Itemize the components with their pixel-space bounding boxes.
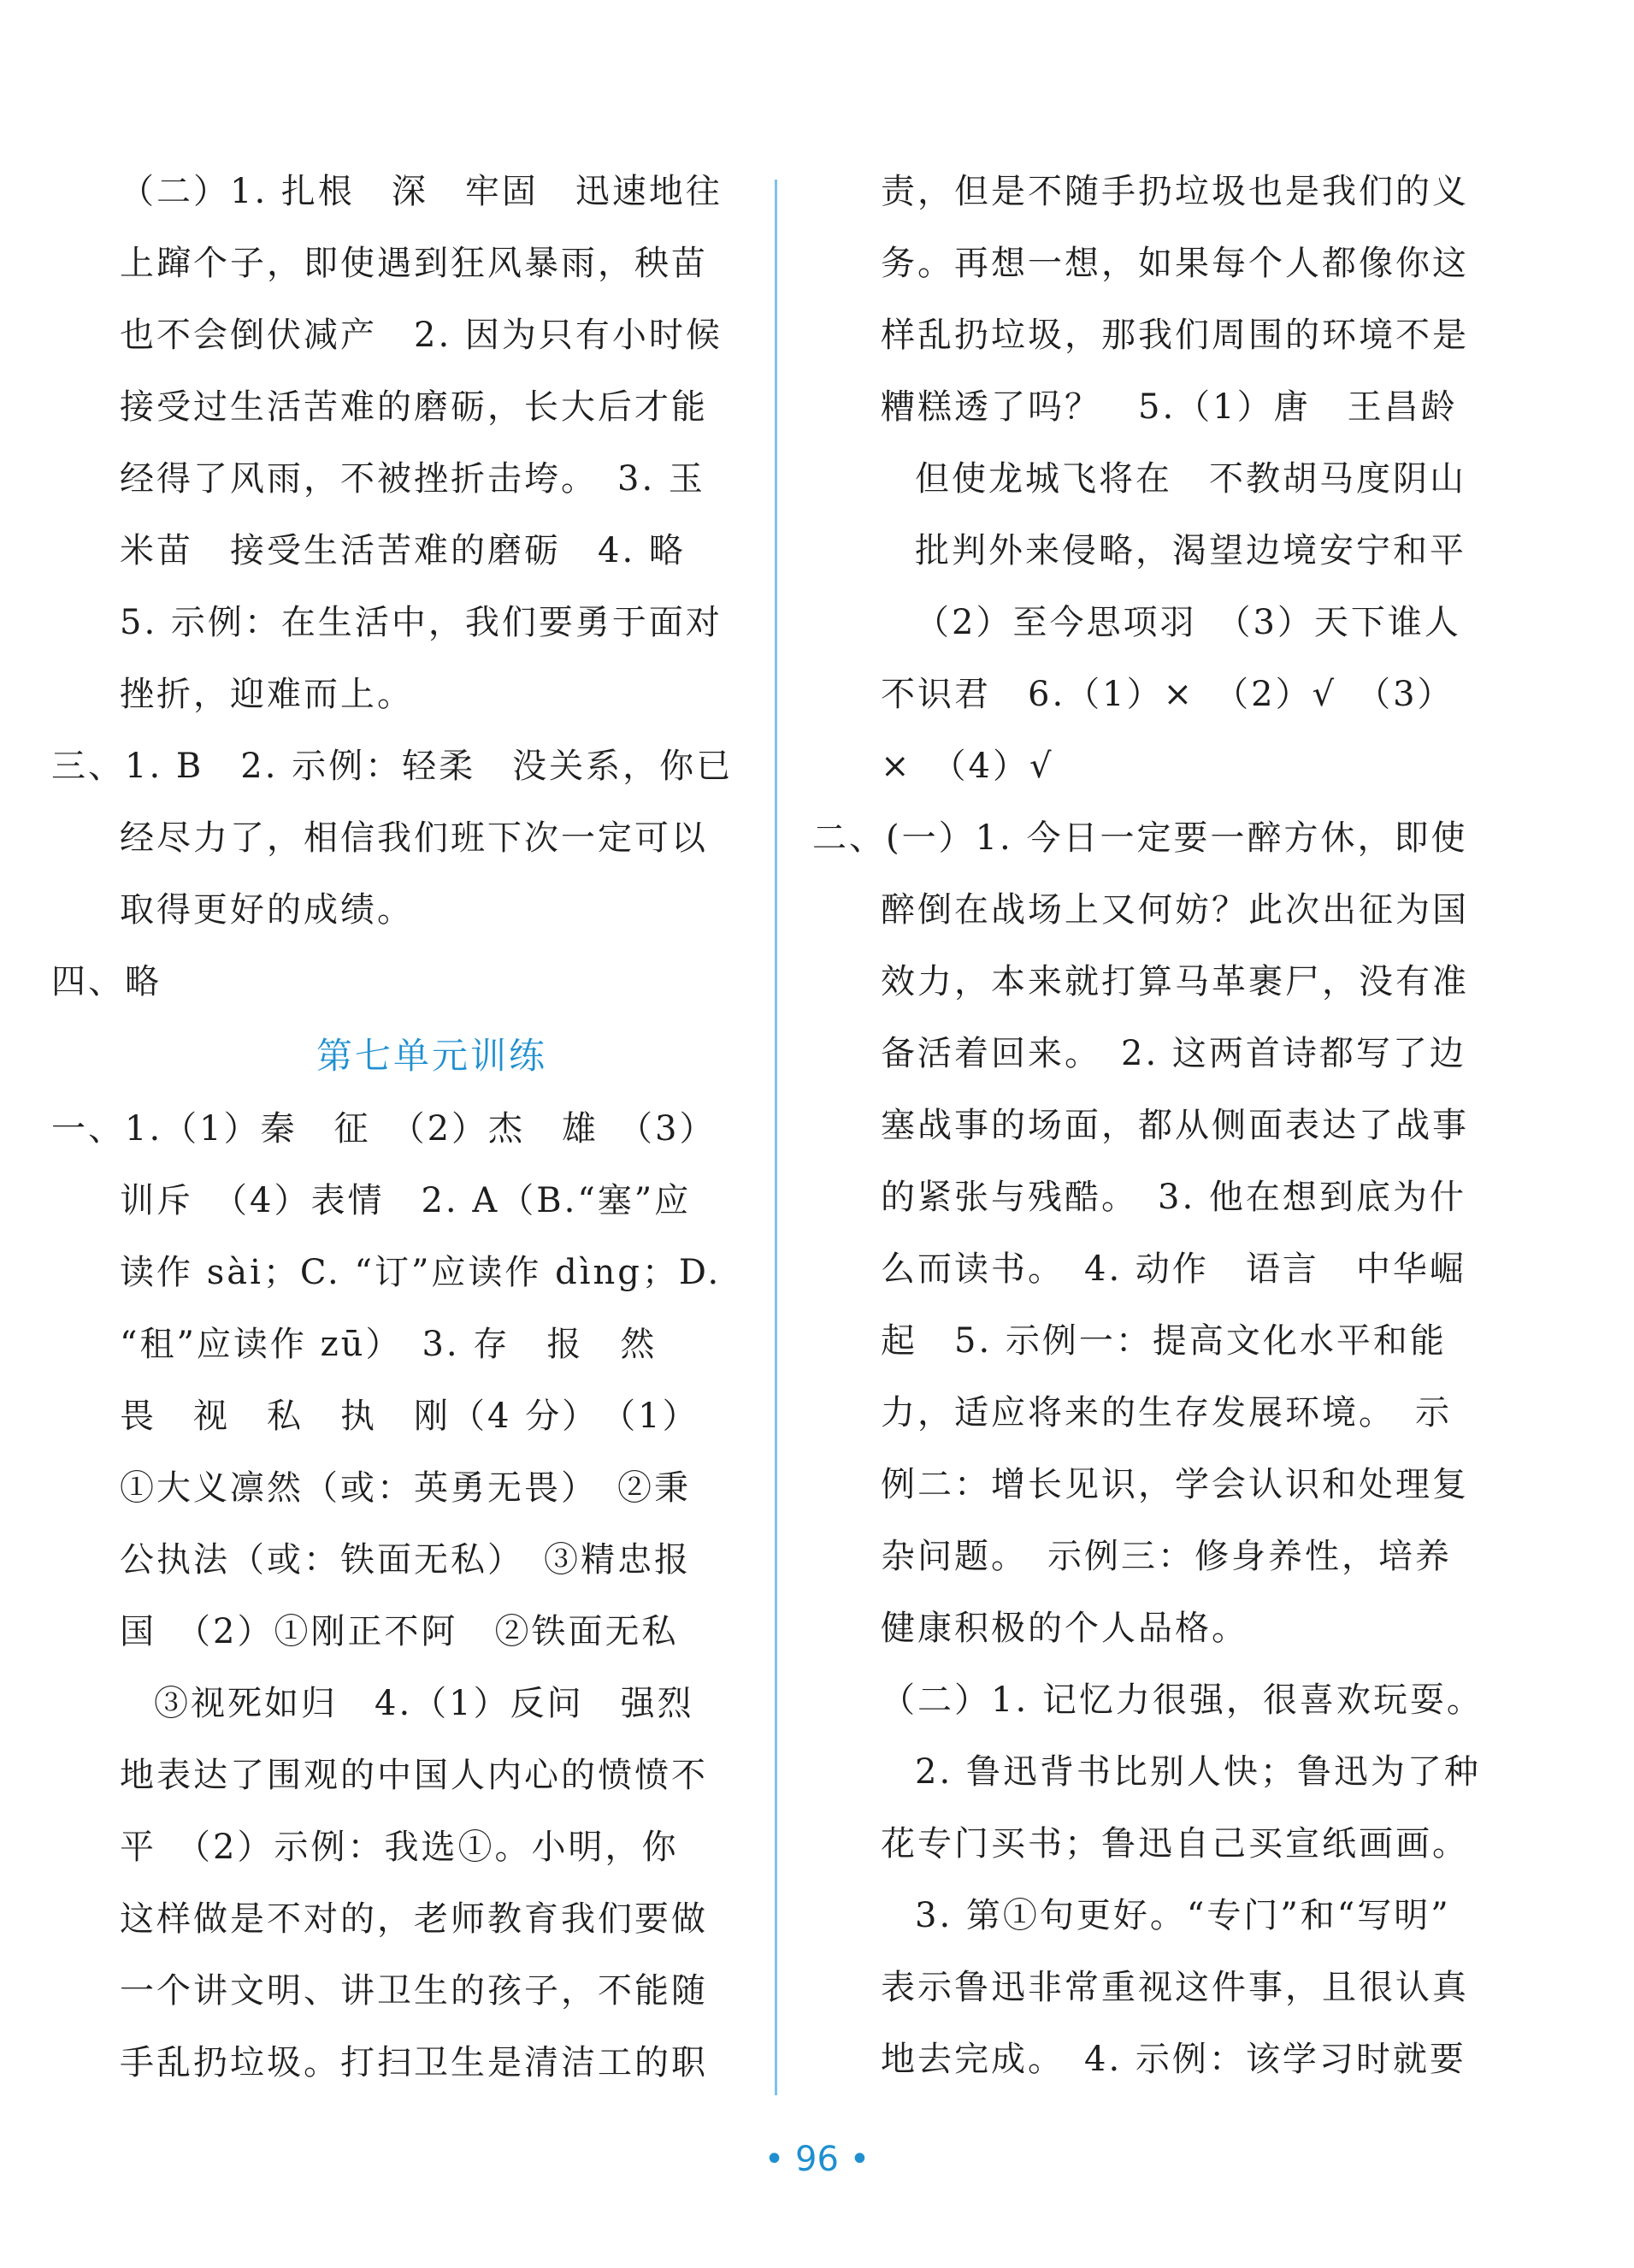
text-line: 米苗 接受生活苦难的磨砺 4. 略	[120, 531, 686, 570]
text-line: 经得了风雨，不被挫折击垮。 3. 玉	[120, 459, 705, 499]
page-number: • 96 •	[764, 2140, 870, 2179]
text-line: 地去完成。 4. 示例：该学习时就要	[881, 2040, 1466, 2079]
text-line: （二）1. 扎根 深 牢固 迅速地往	[120, 172, 723, 211]
text-line: 手乱扔垃圾。打扫卫生是清洁工的职	[120, 2043, 708, 2082]
text-line: 这样做是不对的，老师教育我们要做	[120, 1899, 708, 1939]
text-line: 三、1. B 2. 示例：轻柔 没关系，你已	[51, 747, 734, 786]
text-line: 畏 视 私 执 刚（4 分） （1）	[120, 1397, 699, 1436]
text-line: 5. 示例：在生活中，我们要勇于面对	[120, 603, 723, 642]
text-line: 训斥 （4）表情 2. A（B.“塞”应	[120, 1181, 692, 1220]
text-line: 健康积极的个人品格。	[881, 1609, 1248, 1648]
text-line: 责，但是不随手扔垃圾也是我们的义	[881, 172, 1469, 211]
text-line: 平 （2）示例：我选①。小明，你	[120, 1828, 679, 1867]
text-line: × （4）√	[881, 747, 1054, 786]
text-line: 备活着回来。 2. 这两首诗都写了边	[881, 1034, 1466, 1073]
text-line: “租”应读作 zū） 3. 存 报 然	[120, 1325, 658, 1364]
text-line: 上蹿个子，即使遇到狂风暴雨，秧苗	[120, 244, 708, 283]
text-line: 批判外来侵略，渴望边境安宁和平	[915, 531, 1466, 570]
text-line: 取得更好的成绩。	[120, 890, 414, 930]
text-line: 也不会倒伏减产 2. 因为只有小时候	[120, 316, 723, 355]
text-line: 不识君 6.（1）× （2）√ （3）	[881, 675, 1454, 714]
text-line: 一个讲文明、讲卫生的孩子，不能随	[120, 1971, 708, 2011]
text-line: 的紧张与残酷。 3. 他在想到底为什	[881, 1178, 1466, 1217]
text-line: 务。再想一想，如果每个人都像你这	[881, 244, 1469, 283]
text-line: 一、1.（1）秦 征 （2）杰 雄 （3）	[51, 1109, 717, 1149]
text-line: 经尽力了，相信我们班下次一定可以	[120, 818, 708, 858]
text-line: 二、(一）1. 今日一定要一醉方休，即使	[812, 818, 1468, 858]
text-line: 塞战事的场面，都从侧面表达了战事	[881, 1106, 1469, 1145]
text-line: 杂问题。 示例三：修身养性，培养	[881, 1537, 1452, 1576]
section-heading: 第七单元训练	[316, 1035, 548, 1077]
text-line: 样乱扔垃圾，那我们周围的环境不是	[881, 316, 1469, 355]
text-line: 但使龙城飞将在 不教胡马度阴山	[915, 459, 1466, 499]
text-line: 国 （2）①刚正不阿 ②铁面无私	[120, 1612, 679, 1651]
text-line: 公执法（或：铁面无私） ③精忠报	[120, 1540, 691, 1580]
text-line: 花专门买书；鲁迅自己买宣纸画画。	[881, 1824, 1469, 1863]
text-line: 么而读书。 4. 动作 语言 中华崛	[881, 1249, 1466, 1289]
text-line: 例二：增长见识，学会认识和处理复	[881, 1465, 1469, 1504]
text-line: 力，适应将来的生存发展环境。 示	[881, 1393, 1452, 1432]
text-line: 3. 第①句更好。“专门”和“写明”	[915, 1896, 1451, 1935]
text-line: 读作 sài；C. “订”应读作 dìng；D.	[120, 1253, 722, 1292]
text-line: ③视死如归 4.（1）反问 强烈	[154, 1684, 694, 1723]
text-line: 地表达了围观的中国人内心的愤愤不	[120, 1756, 708, 1795]
text-line: （二）1. 记忆力很强，很喜欢玩耍。	[881, 1680, 1484, 1720]
text-line: 四、略	[51, 962, 162, 1001]
text-line: 2. 鲁迅背书比别人快；鲁迅为了种	[915, 1752, 1481, 1792]
column-divider	[775, 180, 777, 2095]
text-line: 醉倒在战场上又何妨？此次出征为国	[881, 890, 1469, 930]
text-line: 表示鲁迅非常重视这件事，且很认真	[881, 1968, 1469, 2007]
text-line: 挫折，迎难而上。	[120, 675, 414, 714]
text-line: 效力，本来就打算马革裹尸，没有准	[881, 962, 1469, 1001]
text-line: 起 5. 示例一：提高文化水平和能	[881, 1321, 1447, 1361]
text-line: ①大义凛然（或：英勇无畏） ②秉	[120, 1468, 691, 1508]
text-line: （2）至今思项羽 （3）天下谁人	[915, 603, 1461, 642]
left-column	[51, 0, 787, 2268]
text-line: 糟糕透了吗？ 5.（1）唐 王昌龄	[881, 387, 1458, 427]
text-line: 接受过生活苦难的磨砺，长大后才能	[120, 387, 708, 427]
